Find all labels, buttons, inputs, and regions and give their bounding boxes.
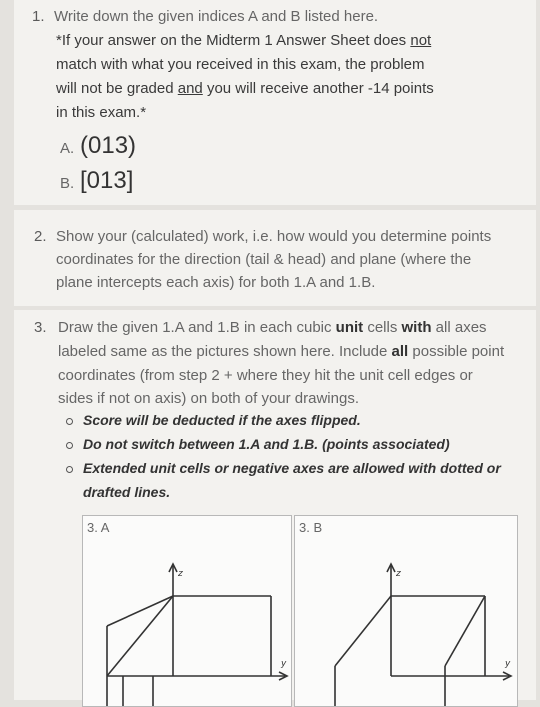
q3-text: labeled same as the pictures shown here. Include [58, 343, 392, 360]
warning-note-line-1 [56, 32, 431, 49]
option-b-letter: B. [60, 175, 75, 192]
option-a-value: (013) [80, 132, 137, 159]
question-1-text: Write down the given indices A and B listed here. [54, 8, 379, 25]
q3-bold-unit: unit [335, 319, 364, 336]
rule-bullet-3: Extended unit cells or negative axes are allowed with dotted or [83, 460, 501, 476]
q3-bold-all: all [391, 343, 409, 360]
question-2-panel [14, 210, 536, 306]
drawing-box-b[interactable] [294, 515, 518, 707]
drawing-box-b-label: 3. B [299, 520, 323, 535]
y-axis-label-b: y [505, 659, 511, 669]
warning-note-line-4: in this exam.* [56, 104, 147, 121]
rule-bullet-3-continued: drafted lines. [83, 484, 171, 500]
bullet-circle-icon [66, 466, 73, 473]
question-2-line-2: coordinates for the direction (tail & head) and plane (where the [56, 251, 472, 268]
drawing-box-a[interactable] [82, 515, 292, 707]
option-b-value: [013] [80, 167, 134, 194]
drawing-box-a-label: 3. A [87, 520, 110, 535]
question-2-line-3: plane intercepts each axis) for both 1.A and 1.B. [56, 274, 376, 291]
warning-note-line-2: match with what you received in this exam, the problem [56, 56, 425, 73]
warning-note-text: *If your answer on the Midterm 1 Answer Sheet does [56, 32, 411, 49]
warning-note-text: will not be graded [56, 80, 178, 97]
question-3-number: 3. [34, 319, 47, 336]
y-axis-label-a: y [281, 659, 287, 669]
question-3-line-4: sides if not on axis) on both of your drawings. [58, 390, 359, 407]
q3-text: cells [363, 319, 402, 336]
bullet-circle-icon [66, 418, 73, 425]
bullet-circle-icon [66, 442, 73, 449]
warning-note-text: you will receive another -14 points [202, 80, 434, 97]
question-2-line-1: Show your (calculated) work, i.e. how would you determine points [56, 228, 492, 245]
question-1-panel [14, 0, 536, 205]
q3-text: possible point [408, 343, 505, 360]
rule-bullet-2: Do not switch between 1.A and 1.B. (points associated) [83, 436, 450, 452]
unit-cell-b-diagram [295, 516, 517, 706]
question-2-number: 2. [34, 228, 47, 245]
question-3-line-2 [58, 343, 504, 360]
warning-note-line-3 [56, 80, 434, 97]
q3-bold-with: with [401, 319, 432, 336]
emphasis-and: and [177, 80, 203, 97]
q3-text: all axes [431, 319, 487, 336]
z-axis-label-b: z [396, 569, 401, 579]
question-3-panel [14, 310, 536, 700]
rule-bullet-1: Score will be deducted if the axes flipped. [83, 412, 361, 428]
question-3-line-1 [58, 319, 487, 336]
q3-text: Draw the given 1.A and 1.B in each cubic [58, 319, 336, 336]
question-3-line-3: coordinates (from step 2 + where they hit the unit cell edges or [58, 367, 473, 384]
z-axis-label-a: z [178, 569, 183, 579]
unit-cell-a-diagram [83, 516, 291, 706]
question-1-number: 1. [32, 8, 45, 25]
option-a-letter: A. [60, 140, 75, 157]
emphasis-not: not [410, 32, 432, 49]
